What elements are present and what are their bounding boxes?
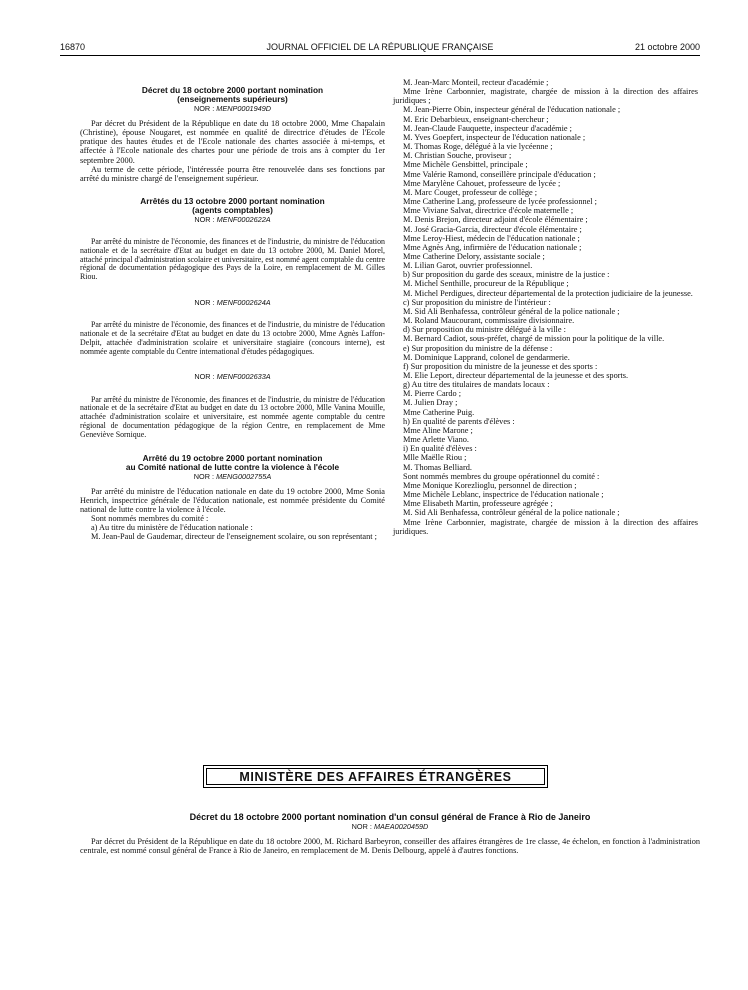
- section-title: Arrêté du 19 octobre 2000 portant nomination: [142, 452, 323, 463]
- list-item: M. Michel Perdigues, directeur départemental de la protection judiciaire de la jeunesse.: [403, 288, 693, 298]
- nor-reference: NOR : MENG0002755A: [193, 471, 272, 481]
- list-item: Mme Irène Carbonnier, magistrate, chargée de mission à la direction des affaires juridiques ;: [393, 87, 698, 106]
- nor-reference: NOR : MENF0002633A: [194, 372, 271, 382]
- paragraph: Sont nommés membres du comité :: [91, 514, 209, 524]
- list-item: Mme Agnès Ang, infirmière de l'éducation nationale ;: [403, 242, 582, 252]
- list-item: M. Bernard Cadiot, sous-préfet, chargé de mission pour la politique de la ville.: [403, 334, 665, 344]
- issue-date: 21 octobre 2000: [634, 42, 700, 52]
- paragraph: Par arrêté du ministre de l'économie, des finances et de l'industrie, du ministre de l'éducation nationale et de la secrétaire d'Etat au budget en date du 13 octobre 2000, Mme Agnès Laffon-Delpit, attachée d'administration scolaire et universitaire stagiaire (concours interne), est nommée agente comptable du Centre international d'études pédagogiques.: [80, 320, 385, 356]
- paragraph: Par arrêté du ministre de l'économie, des finances et de l'industrie, du ministre de l'éducation nationale et de la secrétaire d'Etat au budget en date du 13 octobre 2000, M. Daniel Morel, attaché principal d'administration scolaire et universitaire, est nommé agent comptable du centre régional de documentation pédagogique des Pays de la Loire, en remplacement de M. Gilles Riou.: [80, 237, 385, 282]
- list-item: M. Dominique Lapprand, colonel de gendarmerie.: [403, 352, 570, 362]
- list-item: M. José Gracia-Garcia, directeur d'école élémentaire ;: [403, 224, 582, 234]
- list-item: Mme Valérie Ramond, conseillère principale d'éducation ;: [403, 169, 596, 179]
- section-arrete-comite-violence: [80, 454, 385, 542]
- paragraph: Par décret du Président de la République en date du 18 octobre 2000, M. Richard Barbeyron, conseiller des affaires étrangères de 1re classe, 4e échelon, en fonction à l'administration centrale, est nommé consul général de France à Rio de Janeiro, en remplacement de M. Denis Delbourg, appelé à d'autres fonctions.: [80, 837, 700, 856]
- section-subtitle: au Comité national de lutte contre la violence à l'école: [125, 461, 340, 472]
- paragraph: Par arrêté du ministre de l'éducation nationale en date du 19 octobre 2000, Mme Sonia Henrich, inspectrice générale de l'éducation nationale, est nommée présidente du Comité national de lutte contre la violence à l'école.: [80, 486, 385, 514]
- list-item: M. Jean-Claude Fauquette, inspecteur d'académie ;: [403, 123, 572, 133]
- ministry-name: MINISTÈRE DES AFFAIRES ÉTRANGÈRES: [206, 768, 545, 785]
- list-item: Mme Monique Korezlioglu, personnel de direction ;: [403, 480, 577, 490]
- list-item: M. Julien Dray ;: [403, 398, 458, 408]
- paragraph: Par arrêté du ministre de l'économie, des finances et de l'industrie, du ministre de l'éducation nationale et de la secrétaire d'Etat au budget en date du 13 octobre 2000, Mlle Vanina Mouille, attachée d'administration scolaire et universitaire, est nommée agente comptable du centre régional de documentation pédagogique de la région Centre, en remplacement de Mme Geneviève Sornique.: [80, 394, 385, 439]
- section-subtitle: (agents comptables): [192, 205, 273, 216]
- list-item: Mme Viviane Salvat, directrice d'école maternelle ;: [403, 206, 574, 216]
- section-title: Arrêtés du 13 octobre 2000 portant nomination: [140, 196, 325, 207]
- list-item: Mlle Maëlle Riou ;: [403, 453, 467, 463]
- paragraph: Par décret du Président de la République en date du 18 octobre 2000, Mme Chapalain (Christine), épouse Nougaret, est nommée en qualité de directrice d'études de l'Ecole pratique des hautes études et de l'Ecole nationale des chartes associée à mi-temps, et affectée à l'Ecole nationale des chartes pour une période de trois ans à compter du 1er septembre 2000.: [80, 119, 385, 165]
- list-item: M. Christian Souche, proviseur ;: [403, 151, 512, 161]
- list-item: Mme Catherine Puig.: [403, 407, 475, 417]
- list-item: M. Jean-Pierre Obin, inspecteur général de l'éducation nationale ;: [403, 105, 621, 115]
- section-title: Décret du 18 octobre 2000 portant nomination d'un consul général de France à Rio de Janeiro: [189, 812, 591, 822]
- section-arretes-agents-comptables: [80, 197, 385, 439]
- list-item: M. Jean-Marc Monteil, recteur d'académie ;: [403, 78, 549, 87]
- list-item: Mme Leroy-Hiest, médecin de l'éducation nationale ;: [403, 233, 580, 243]
- list-item: M. Thomas Belliard.: [403, 462, 472, 472]
- paragraph: Au terme de cette période, l'intéressée pourra être renouvelée dans ses fonctions par arrêté du ministre chargé de l'enseignement supérieur.: [80, 164, 385, 183]
- nor-reference: NOR : MAEA0020459D: [351, 822, 429, 831]
- page-number: 16870: [60, 42, 86, 52]
- member-list: [393, 78, 698, 536]
- journal-title: JOURNAL OFFICIEL DE LA RÉPUBLIQUE FRANÇAISE: [266, 42, 494, 52]
- list-item: M. Yves Goepfert, inspecteur de l'éducation nationale ;: [403, 132, 586, 142]
- right-column: [393, 78, 698, 536]
- list-item: i) En qualité d'élèves :: [403, 444, 477, 454]
- list-item: Sont nommés membres du groupe opérationnel du comité :: [403, 471, 600, 481]
- section-consul-rio: [80, 813, 700, 856]
- list-item: M. Pierre Cardo ;: [403, 389, 462, 399]
- list-item: Mme Irène Carbonnier, magistrate, chargée de mission à la direction des affaires juridiques.: [393, 517, 698, 536]
- list-item: c) Sur proposition du ministre de l'intérieur :: [403, 297, 551, 307]
- list-item: h) En qualité de parents d'élèves :: [403, 416, 515, 426]
- list-item: Mme Catherine Lang, professeure de lycée professionnel ;: [403, 197, 597, 207]
- paragraph: M. Jean-Paul de Gaudemar, directeur de l'enseignement scolaire, ou son représentant ;: [91, 532, 377, 542]
- nor-reference: NOR : MENP0001949D: [193, 104, 272, 113]
- list-item: Mme Elisabeth Martin, professeure agrégée ;: [403, 499, 553, 509]
- list-item: M. Roland Maucourant, commissaire divisionnaire.: [403, 316, 575, 326]
- nor-reference: NOR : MENF0002624A: [194, 298, 271, 308]
- list-item: M. Denis Brejon, directeur adjoint d'école élémentaire ;: [403, 215, 588, 225]
- list-item: Mme Michèle Gensbittel, principale ;: [403, 160, 528, 170]
- list-item: d) Sur proposition du ministre délégué à la ville :: [403, 325, 566, 335]
- list-item: e) Sur proposition du ministre de la défense :: [403, 343, 553, 353]
- list-item: M. Lilian Garot, ouvrier professionnel.: [403, 261, 533, 271]
- list-item: Mme Arlette Viano.: [403, 435, 469, 445]
- list-item: M. Michel Senthille, procureur de la République ;: [403, 279, 569, 289]
- nor-reference: NOR : MENF0002622A: [194, 215, 271, 225]
- section-title: Décret du 18 octobre 2000 portant nomination: [141, 85, 324, 95]
- list-item: g) Au titre des titulaires de mandats locaux :: [403, 380, 550, 390]
- section-subtitle: (enseignements supérieurs): [177, 94, 288, 104]
- list-item: M. Elie Leport, directeur départemental de la jeunesse et des sports.: [403, 371, 629, 380]
- list-item: M. Sid Ali Benhafessa, contrôleur général de la police nationale ;: [403, 306, 620, 316]
- list-item: M. Eric Debarbieux, enseignant-chercheur ;: [403, 114, 549, 124]
- list-item: Mme Michèle Leblanc, inspectrice de l'éducation nationale ;: [403, 490, 604, 500]
- left-column: [80, 86, 385, 542]
- list-item: Mme Catherine Delory, assistante sociale ;: [403, 251, 545, 261]
- running-head: [60, 42, 700, 56]
- list-item: M. Sid Ali Benhafessa, contrôleur général de la police nationale ;: [403, 508, 620, 518]
- list-item: f) Sur proposition du ministre de la jeunesse et des sports :: [403, 361, 598, 371]
- section-decret-enseignement: [80, 86, 385, 183]
- list-item: M. Marc Couget, professeur de collège ;: [403, 187, 538, 197]
- list-item: b) Sur proposition du garde des sceaux, ministre de la justice :: [403, 270, 610, 280]
- list-item: Mme Marylène Cahouet, professeure de lycée ;: [403, 178, 561, 188]
- list-item: M. Thomas Roge, délégué à la vie lycéenne ;: [403, 142, 553, 152]
- paragraph: a) Au titre du ministère de l'éducation nationale :: [91, 523, 253, 533]
- ministry-banner: [203, 765, 548, 788]
- list-item: Mme Aline Marone ;: [403, 425, 473, 435]
